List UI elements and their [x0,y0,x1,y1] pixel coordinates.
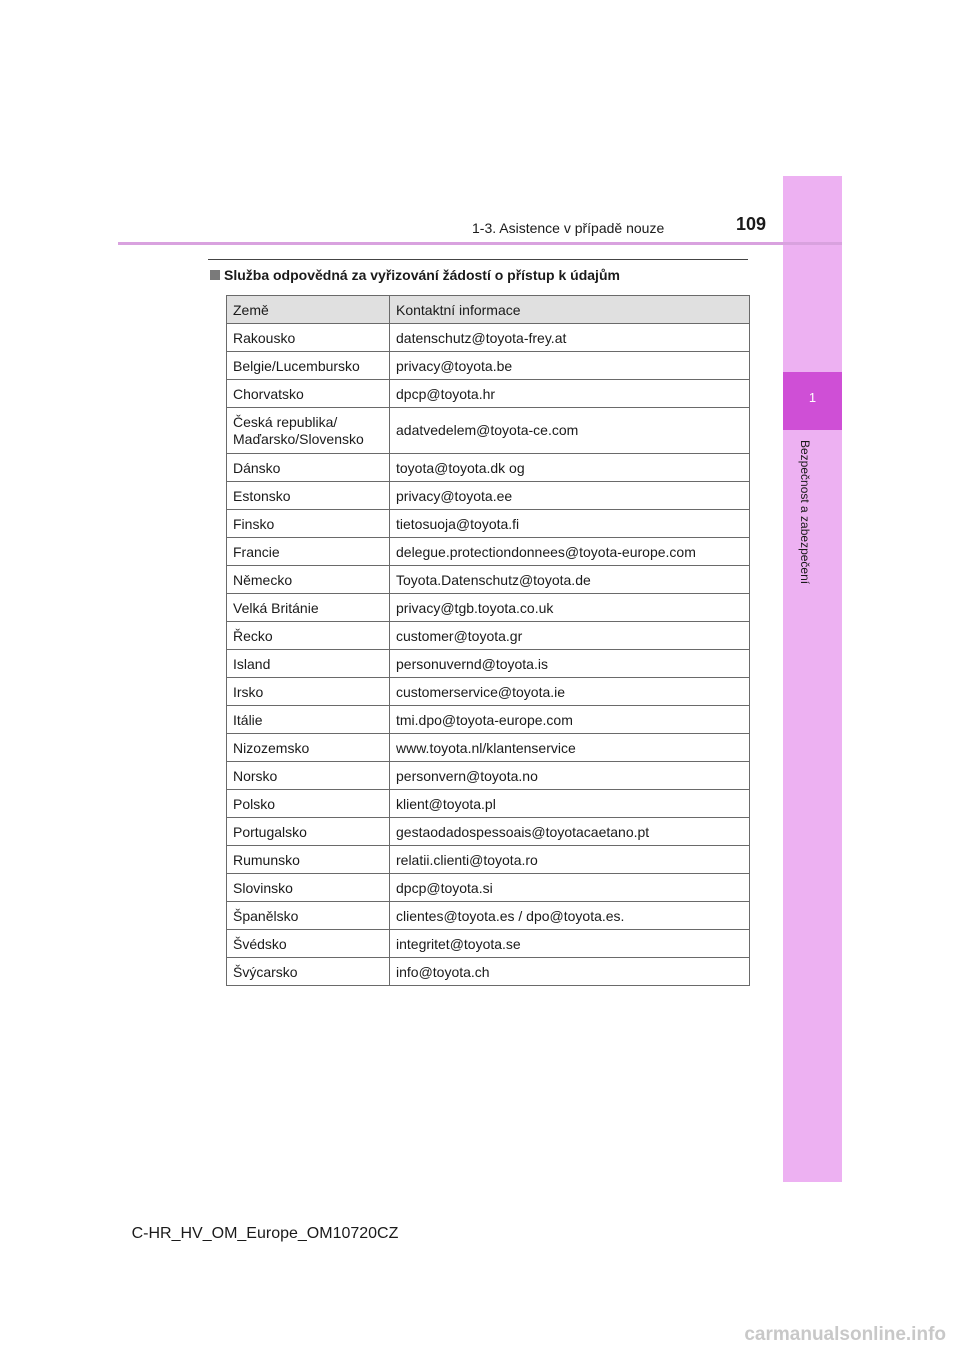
table-row [227,762,750,790]
country-cell: Polsko [227,790,390,818]
contact-cell: privacy@toyota.be [390,352,750,380]
contact-cell: dpcp@toyota.hr [390,380,750,408]
table-row [227,538,750,566]
country-cell: Estonsko [227,482,390,510]
country-cell: Island [227,650,390,678]
contact-cell: datenschutz@toyota-frey.at [390,324,750,352]
contact-cell: gestaodadospessoais@toyotacaetano.pt [390,818,750,846]
contact-cell: dpcp@toyota.si [390,874,750,902]
table-row [227,454,750,482]
contact-cell: personvern@toyota.no [390,762,750,790]
table-row [227,734,750,762]
table-row [227,622,750,650]
table-row [227,594,750,622]
section-heading-text: Služba odpovědná za vyřizování žádostí o přístup k údajům [224,267,620,283]
contact-cell: klient@toyota.pl [390,790,750,818]
table-row [227,510,750,538]
country-cell: Chorvatsko [227,380,390,408]
table-row [227,650,750,678]
section-heading [210,267,620,283]
country-cell: Slovinsko [227,874,390,902]
section-title: 1-3. Asistence v případě nouze [472,220,665,236]
header-divider [118,242,842,245]
table-row [227,408,750,454]
contact-cell: www.toyota.nl/klantenservice [390,734,750,762]
table-row [227,902,750,930]
country-cell: Rumunsko [227,846,390,874]
chapter-side-tab [783,176,842,1182]
contact-cell: customer@toyota.gr [390,622,750,650]
contact-cell: delegue.protectiondonnees@toyota-europe.com [390,538,750,566]
country-cell: Rakousko [227,324,390,352]
country-cell: Německo [227,566,390,594]
chapter-number: 1 [808,390,817,405]
contact-cell: adatvedelem@toyota-ce.com [390,408,750,454]
country-cell: Španělsko [227,902,390,930]
contact-cell: tietosuoja@toyota.fi [390,510,750,538]
document-code: C-HR_HV_OM_Europe_OM10720CZ [131,1225,399,1242]
contact-cell: privacy@tgb.toyota.co.uk [390,594,750,622]
country-cell: Francie [227,538,390,566]
table-row [227,958,750,986]
table-row [227,566,750,594]
country-cell: Belgie/Lucembursko [227,352,390,380]
table-row [227,790,750,818]
contact-cell: customerservice@toyota.ie [390,678,750,706]
country-cell: Dánsko [227,454,390,482]
table-row [227,380,750,408]
table-row [227,482,750,510]
column-header-contact: Kontaktní informace [390,296,750,324]
country-cell: Nizozemsko [227,734,390,762]
bullet-square-icon [210,270,220,280]
table-row [227,678,750,706]
contact-cell: relatii.clienti@toyota.ro [390,846,750,874]
watermark: carmanualsonline.info [744,1324,946,1345]
contact-cell: toyota@toyota.dk og [390,454,750,482]
table-row [227,324,750,352]
country-cell: Švédsko [227,930,390,958]
country-cell: Irsko [227,678,390,706]
contact-cell: info@toyota.ch [390,958,750,986]
contact-cell: tmi.dpo@toyota-europe.com [390,706,750,734]
chapter-label: Bezpečnost a zabezpečení [798,440,812,585]
country-cell: Švýcarsko [227,958,390,986]
contact-cell: Toyota.Datenschutz@toyota.de [390,566,750,594]
table-row [227,352,750,380]
contact-cell: privacy@toyota.ee [390,482,750,510]
country-cell: Finsko [227,510,390,538]
table-row [227,706,750,734]
country-cell: Velká Británie [227,594,390,622]
contact-cell: integritet@toyota.se [390,930,750,958]
table-row [227,818,750,846]
table-row [227,846,750,874]
heading-rule [208,259,748,260]
contacts-table [226,295,750,986]
table-row [227,930,750,958]
country-cell: Itálie [227,706,390,734]
country-cell: Řecko [227,622,390,650]
table-row [227,874,750,902]
country-cell: Česká republika/ Maďarsko/Slovensko [227,408,390,454]
country-cell: Portugalsko [227,818,390,846]
country-cell: Norsko [227,762,390,790]
page-number: 109 [736,214,767,234]
table-header-row [227,296,750,324]
column-header-country: Země [227,296,390,324]
contact-cell: clientes@toyota.es / dpo@toyota.es. [390,902,750,930]
contact-cell: personuvernd@toyota.is [390,650,750,678]
